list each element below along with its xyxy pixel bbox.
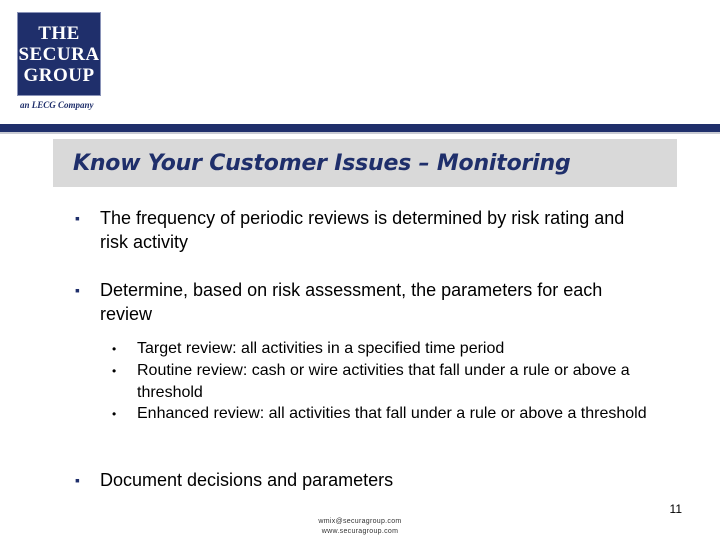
logo-line-3: GROUP: [23, 64, 95, 86]
header-divider: [0, 124, 720, 134]
square-bullet-icon: ▪: [75, 210, 80, 226]
bullet-text: Determine, based on risk assessment, the parameters for each review: [100, 280, 603, 324]
sub-bullet-text: Target review: all activities in a specified time period: [137, 340, 505, 357]
bullet-item: [75, 206, 640, 254]
company-tagline: an LECG Company: [20, 100, 94, 110]
footer-email: wmix@securagroup.com: [318, 518, 402, 525]
bullet-item: [75, 468, 640, 492]
page-number: 11: [669, 502, 682, 516]
sub-bullet-item: [112, 403, 647, 425]
sub-bullet-text: Enhanced review: all activities that fall under a rule or above a threshold: [137, 405, 647, 422]
sub-bullet-text: Routine review: cash or wire activities that fall under a rule or above a threshold: [137, 362, 630, 401]
dot-bullet-icon: •: [112, 342, 117, 356]
footer-website: www.securagroup.com: [321, 528, 399, 535]
square-bullet-icon: ▪: [75, 472, 80, 488]
bullet-text: The frequency of periodic reviews is determined by risk rating and risk activity: [100, 208, 625, 252]
logo-line-1: THE: [38, 22, 80, 44]
square-bullet-icon: ▪: [75, 282, 80, 298]
bullet-text: Document decisions and parameters: [100, 470, 394, 490]
slide-title: Know Your Customer Issues – Monitoring: [73, 150, 571, 176]
logo-line-2: SECURA: [18, 43, 100, 65]
title-bar: [53, 139, 677, 187]
dot-bullet-icon: •: [112, 407, 117, 421]
sub-bullet-item: [112, 338, 647, 360]
sub-bullet-item: [112, 360, 647, 404]
dot-bullet-icon: •: [112, 364, 117, 378]
company-logo: [17, 12, 101, 96]
bullet-item: [75, 278, 640, 326]
